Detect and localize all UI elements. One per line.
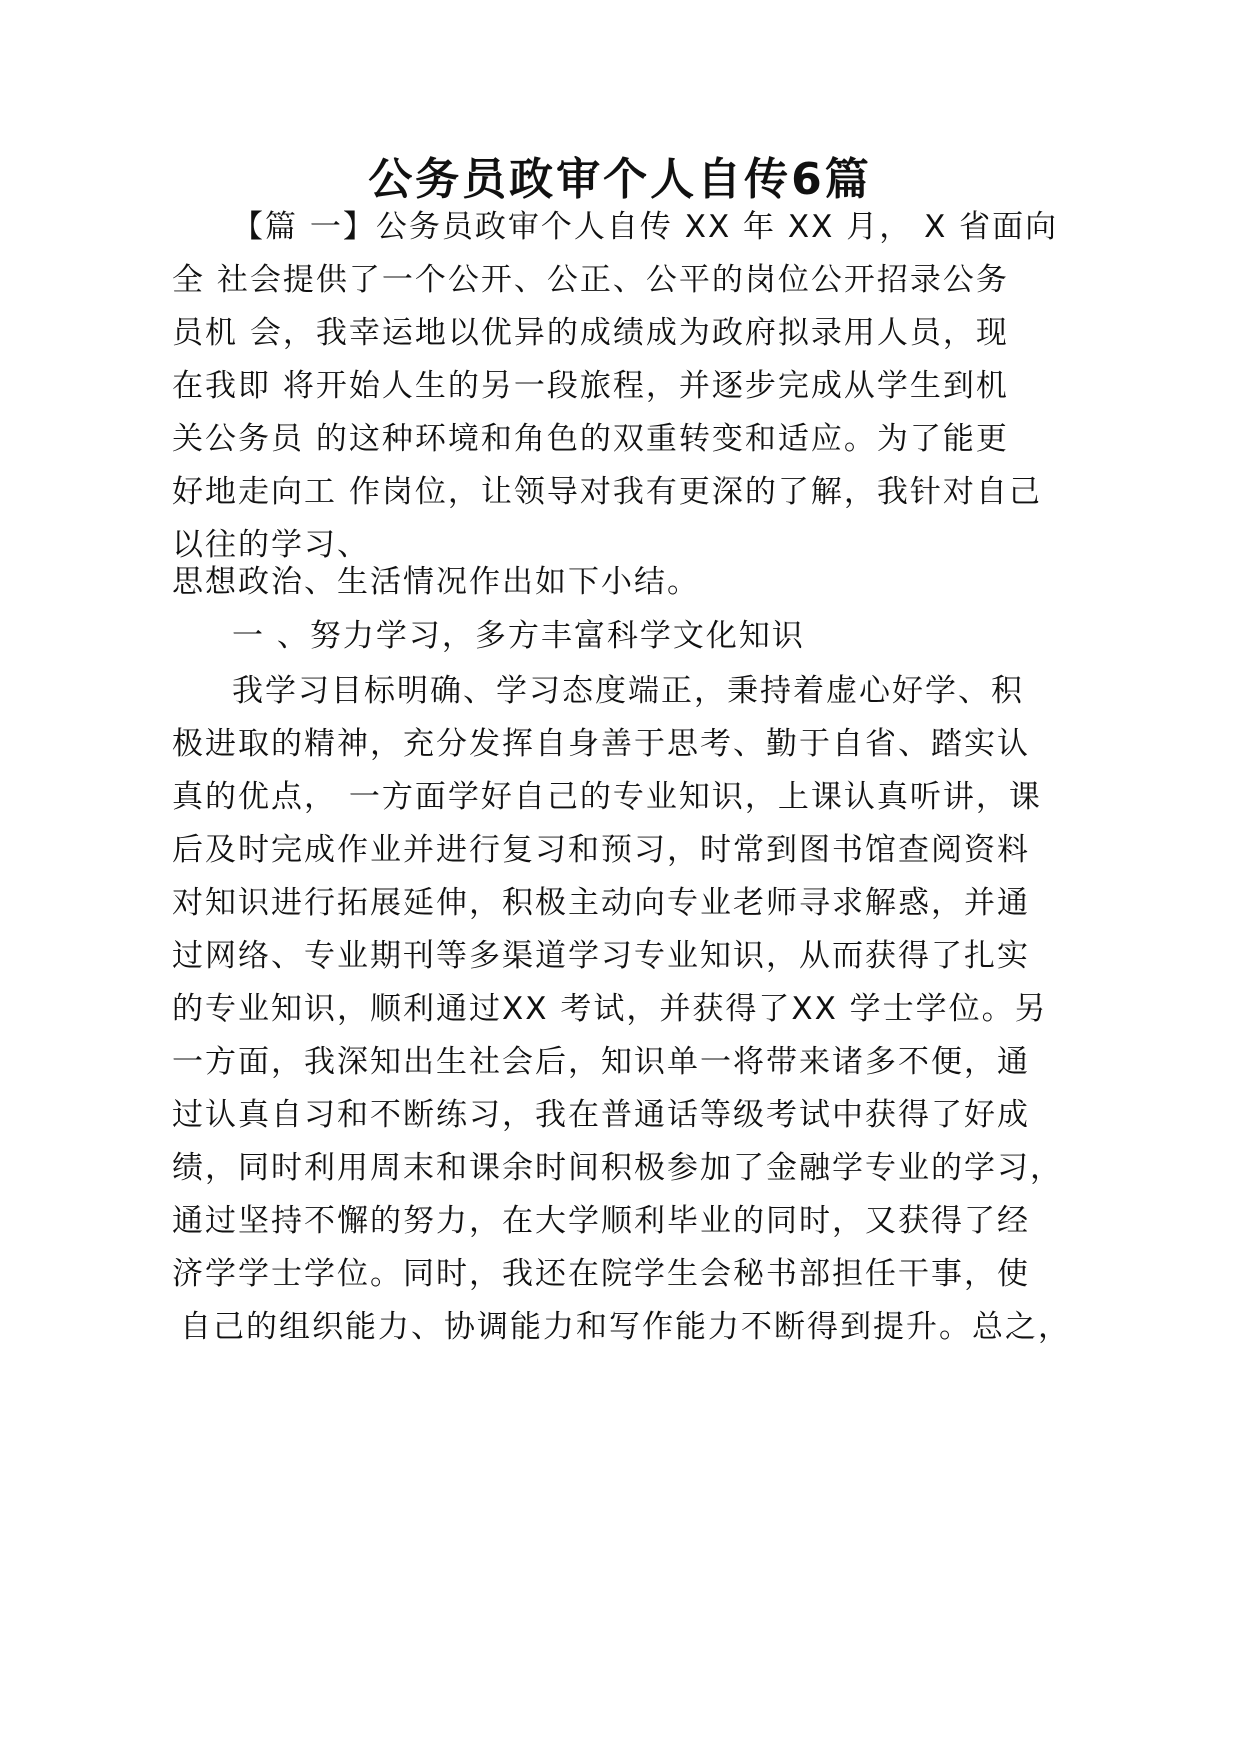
paragraph-line: 一方面，我深知出生社会后，知识单一将带来诸多不便，通: [172, 1044, 1030, 1080]
paragraph-line: 真的优点， 一方面学好自己的专业知识，上课认真听讲，课: [172, 779, 1042, 815]
paragraph-line: 自己的组织能力、协调能力和写作能力不断得到提升。总之，: [180, 1309, 1071, 1345]
section-heading: 一 、努力学习，多方丰富科学文化知识: [232, 618, 805, 654]
paragraph-line: 过认真自习和不断练习，我在普通话等级考试中获得了好成: [172, 1097, 1030, 1133]
paragraph-line: 通过坚持不懈的努力，在大学顺利毕业的同时，又获得了经: [172, 1203, 1030, 1239]
paragraph-line: 以往的学习、: [172, 527, 370, 563]
paragraph-line: 我学习目标明确、学习态度端正，秉持着虚心好学、积: [232, 673, 1024, 709]
paragraph-line: 关公务员 的这种环境和角色的双重转变和适应。为了能更: [172, 421, 1009, 457]
paragraph-line: 在我即 将开始人生的另一段旅程，并逐步完成从学生到机: [172, 368, 1009, 404]
paragraph-line: 员机 会，我幸运地以优异的成绩成为政府拟录用人员，现: [172, 315, 1009, 351]
paragraph-line: 后及时完成作业并进行复习和预习，时常到图书馆查阅资料: [172, 832, 1030, 868]
paragraph-line: 【篇 一】公务员政审个人自传 XX 年 XX 月， X 省面向: [232, 209, 1059, 245]
paragraph-line: 的专业知识，顺利通过XX 考试，并获得了XX 学士学位。另: [172, 991, 1048, 1027]
paragraph-line: 极进取的精神，充分发挥自身善于思考、勤于自省、踏实认: [172, 726, 1030, 762]
paragraph-line: 济学学士学位。同时，我还在院学生会秘书部担任干事，使: [172, 1256, 1030, 1292]
paragraph-line: 绩，同时利用周末和课余时间积极参加了金融学专业的学习，: [172, 1150, 1063, 1186]
paragraph-line: 全 社会提供了一个公开、公正、公平的岗位公开招录公务: [172, 262, 1009, 298]
document-title: 公务员政审个人自传6篇: [368, 154, 872, 205]
paragraph-line: 思想政治、生活情况作出如下小结。: [172, 564, 700, 600]
paragraph-line: 好地走向工 作岗位，让领导对我有更深的了解，我针对自己: [172, 474, 1042, 510]
paragraph-line: 过网络、专业期刊等多渠道学习专业知识，从而获得了扎实: [172, 938, 1030, 974]
paragraph-line: 对知识进行拓展延伸，积极主动向专业老师寻求解惑，并通: [172, 885, 1030, 921]
